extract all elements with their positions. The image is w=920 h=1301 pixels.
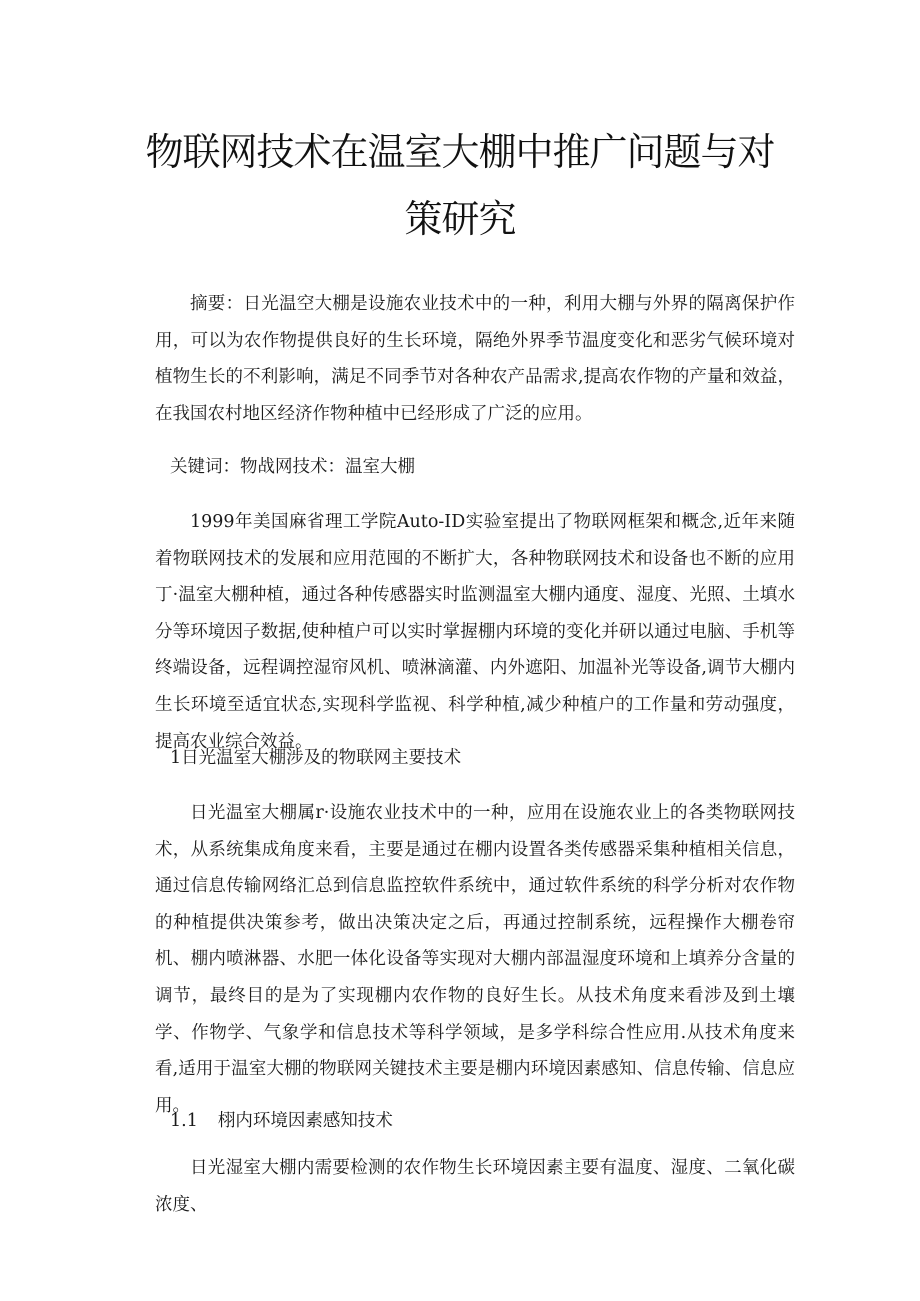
section-1-1-title: 栩内环境因素感知技术: [217, 1111, 393, 1131]
section-1-1-body: 日光湿室大棚内需要检测的农作物生长环境因素主要有温度、湿度、二氧化碳浓度、: [155, 1158, 795, 1215]
document-title-line-2: 策研究: [404, 197, 516, 241]
document-title-line-1: 物联网技术在温室大棚中推广问题与对: [145, 130, 775, 174]
section-1-body: 日光温室大棚属r·设施农业技术中的一种，应用在设施农业上的各类物联网技术，从系统集成角度来看，主要是通过在棚内设置各类传感器采集种植相关信息，通过信息传输网络汇总到信息监控软件系统中，通过软件系统的科学分析对农作物的种植提供决策参考，做出决策决定之后，再通过控制系统，远程操作大棚卷帘机、棚内喷淋器、水肥一体化设备等实现对大棚内部温湿度环境和上填养分含量的调节，最终目的是为了实现棚内农作物的良好生长。从技术角度来看涉及到土壤学、作物学、气象学和信息技术等科学领域，是多学科综合性应用.从技术角度来看,适用于温室大棚的物联网关键技术主要是棚内环境因素感知、信息传输、信息应用。: [155, 803, 795, 1116]
section-1-1-number: 1.1: [170, 1111, 198, 1131]
section-1-heading: 1日光温室大棚涉及的物联网主要技术: [170, 748, 462, 768]
keywords-line: 关键词：物战网技术：温室大棚: [170, 457, 415, 477]
abstract-paragraph: 摘要：日光温空大棚是设施农业技术中的一种，利用大棚与外界的隔离保护作用，可以为农作物提供良好的生长环境，隔绝外界季节温度变化和恶劣气候环境对植物生长的不利影响，满足不同季节对各种农产品需求,提高农作物的产量和效益，在我国农村地区经济作物种植中已经形成了广泛的应用。: [155, 294, 795, 424]
intro-paragraph: 1999年美国麻省理工学院Auto-ID实验室提出了物联网框架和概念,近年来随着物联网技术的发展和应用范囤的不断扩大，各种物联网技术和设备也不断的应用丁·温室大棚种植，通过各种传感器实时监测温室大棚内通度、湿度、光照、土填水分等环境因子数据,使种植户可以实时掌握棚内环境的变化并研以通过电脑、手机等终端设备，远程调控湿帘风机、喷淋滴灌、内外遮阳、加温补光等设备,调节大棚内生长环境至适宜状态,实现科学监视、科学种植,减少种植户的工作量和劳动强度，提高农业综合效益。: [155, 512, 795, 752]
section-1-1-heading: [170, 1103, 393, 1139]
